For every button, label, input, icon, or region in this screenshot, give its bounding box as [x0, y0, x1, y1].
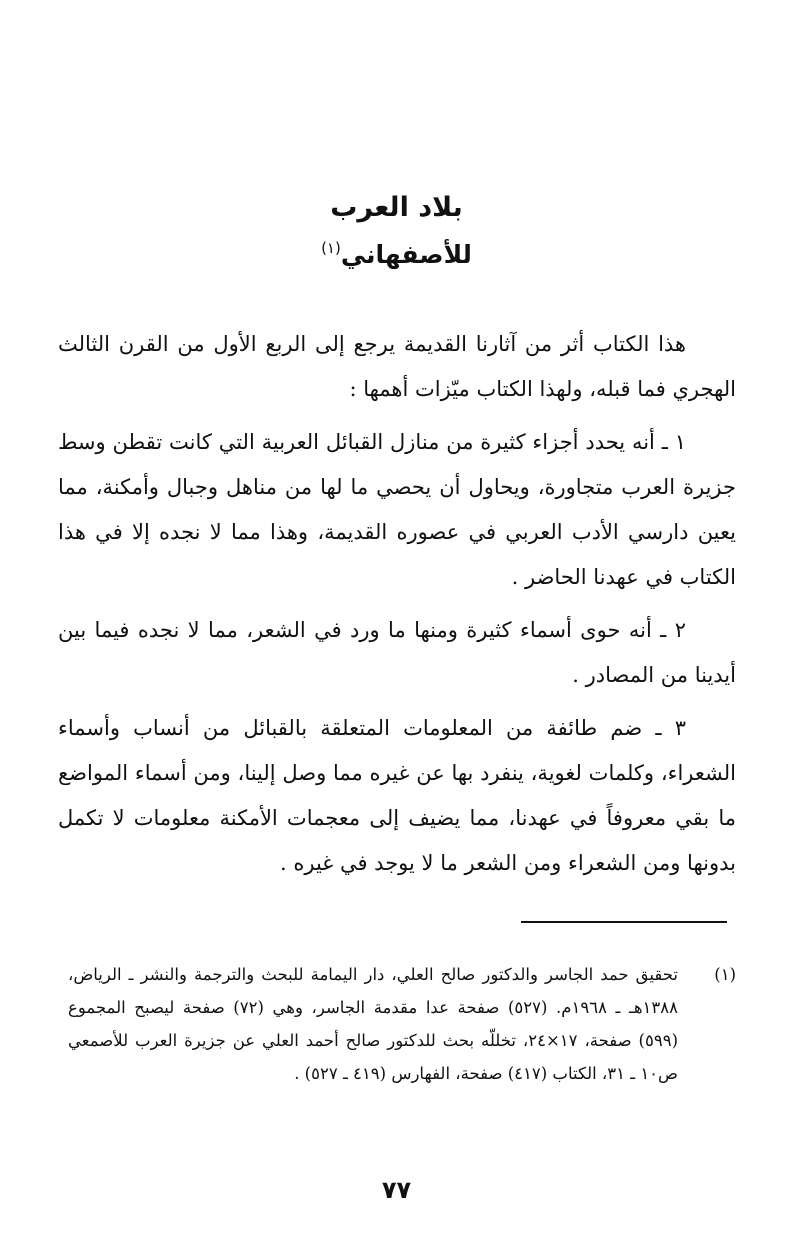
page-subtitle	[0, 228, 793, 275]
footnote-reference[interactable]: (١)	[321, 239, 341, 257]
footnote-text: تحقيق حمد الجاسر والدكتور صالح العلي، دار اليمامة للبحث والترجمة والنشر ـ الرياض، ١٣٨٨هـ ـ ١٩٦٨م. (٥٢٧) صفحة عدا مقدمة الجاسر، وهي (٧٢) صفحة ليصبح المجموع (٥٩٩) صفحة، ١٧×٢٤، تخللّه بحث للدكتور صالح أحمد العلي عن جزيرة العرب للأصمعي ص١٠ ـ ٣١، الكتاب (٤١٧) صفحة، الفهارس (٤١٩ ـ ٥٢٧) .	[68, 965, 678, 1083]
page-number: ٧٧	[381, 1176, 412, 1204]
footnote-divider	[521, 921, 727, 923]
point-1-paragraph: ١ ـ أنه يحدد أجزاء كثيرة من منازل القبائل العربية التي كانت تقطن وسط جزيرة العرب متجاورة، ويحاول أن يحصي ما لها من مناهل وجبال وأمكنة، مما يعين دارسي الأدب العربي في عصوره القديمة، وهذا مما لا نجده إلا في هذا الكتاب في عهدنا الحاضر .	[58, 430, 736, 589]
subtitle-text: للأصفهاني	[340, 240, 472, 269]
point-3-paragraph: ٣ ـ ضم طائفة من المعلومات المتعلقة بالقبائل من أنساب وأسماء الشعراء، وكلمات لغوية، ينفرد بها عن غيره مما وصل إلينا، ومن أسماء المواضع ما بقي معروفاً في عهدنا، مما يضيف إلى معجمات الأمكنة معلومات لا تكمل بدونها ومن الشعراء ومن الشعر ما لا يوجد في غيره .	[58, 716, 736, 875]
footnote	[68, 958, 736, 1090]
point-2-paragraph: ٢ ـ أنه حوى أسماء كثيرة ومنها ما ورد في الشعر، مما لا نجده فيما بين أيدينا من المصادر .	[58, 618, 736, 687]
footnote-number: (١)	[714, 965, 736, 984]
page-title: بلاد العرب	[330, 192, 463, 223]
body-text	[58, 322, 736, 894]
intro-paragraph: هذا الكتاب أثر من آثارنا القديمة يرجع إلى الربع الأول من القرن الثالث الهجري فما قبله، ولهذا الكتاب ميّزات أهمها :	[58, 332, 736, 401]
title-block	[0, 188, 793, 275]
